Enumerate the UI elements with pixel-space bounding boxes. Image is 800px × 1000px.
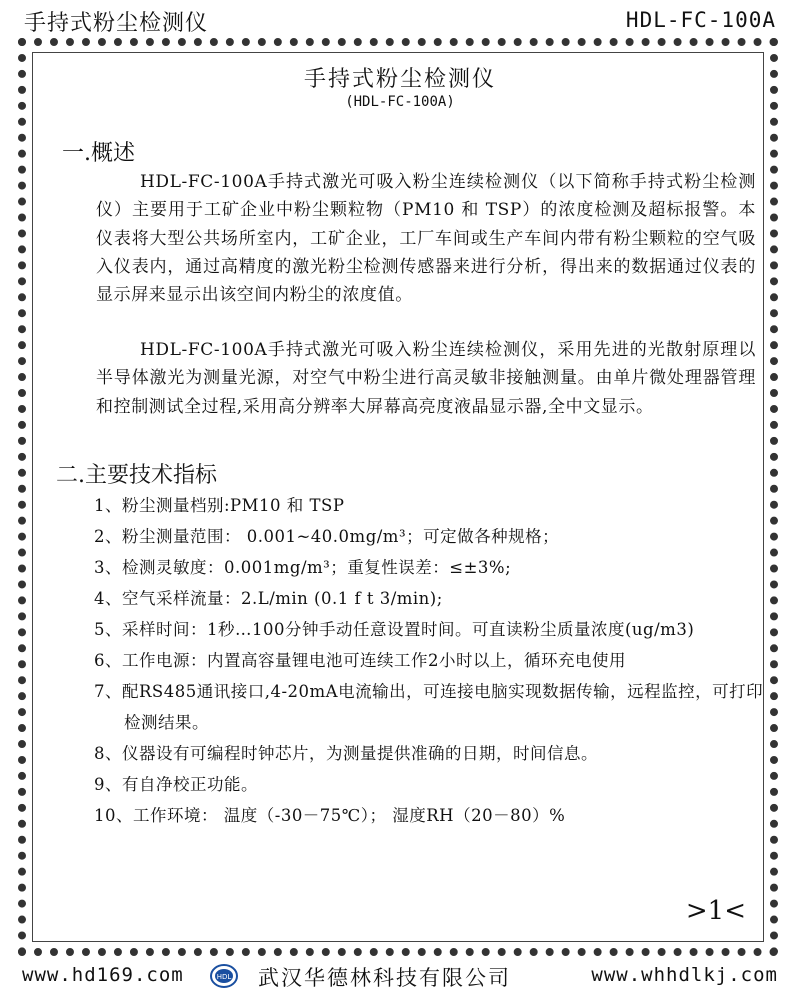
section-heading-specs: 二.主要技术指标 (56, 463, 217, 488)
overview-paragraph-1: HDL-FC-100A手持式激光可吸入粉尘连续检测仪（以下简称手持式粉尘检测仪）主要用于工矿企业中粉尘颗粒物（PM10 和 TSP）的浓度检测及超标报警。本仪表将大型公共场所室内，工矿企业，工厂车间或生产车间内带有粉尘颗粒的空气吸入仪表内，通过高精度的激光粉尘检测传感器来进行分析，得出来的数据通过仪表的显示屏来显示出该空间内粉尘的浓度值。 (96, 172, 756, 306)
header-title: 手持式粉尘检测仪 (24, 11, 209, 36)
spec-item-8: 8、仪器设有可编程时钟芯片，为测量提供准确的日期，时间信息。 (94, 744, 598, 763)
spec-item-6: 6、工作电源：内置高容量锂电池可连续工作2小时以上，循环充电使用 (94, 651, 626, 670)
footer (0, 962, 800, 992)
spec-item-10: 10、工作环境： 温度（-30－75℃）； 湿度RH（20－80）% (94, 806, 566, 825)
spec-item-3: 3、检测灵敏度：0.001mg/m³；重复性误差：≤±3%; (94, 558, 512, 577)
overview-paragraph-2: HDL-FC-100A手持式激光可吸入粉尘连续检测仪，采用先进的光散射原理以半导体激光为测量光源，对空气中粉尘进行高灵敏非接触测量。由单片微处理器管理和控制测试全过程,采用高分辨率大屏幕高亮度液晶显示器,全中文显示。 (96, 340, 756, 417)
header-model: HDL-FC-100A (625, 8, 776, 32)
company-logo-icon (210, 964, 238, 988)
spec-item-1: 1、粉尘测量档别:PM10 和 TSP (94, 496, 345, 515)
spec-item-7: 7、配RS485通讯接口,4-20mA电流输出，可连接电脑实现数据传输，远程监控，可打印检测结果。 (94, 682, 764, 732)
logo-text: HDL (216, 973, 232, 981)
spec-item-2: 2、粉尘测量范围： 0.001~40.0mg/m³；可定做各种规格； (94, 527, 560, 546)
spec-item-4: 4、空气采样流量：2.L/min (0.1 f t 3/min); (94, 589, 443, 608)
spec-item-9: 9、有自净校正功能。 (94, 775, 258, 794)
spec-list (94, 490, 764, 831)
footer-company-name: 武汉华德林科技有限公司 (258, 966, 511, 990)
page-number: >1< (685, 896, 746, 926)
footer-website-left[interactable]: www.hd169.com (22, 964, 184, 986)
document-subtitle: (HDL-FC-100A) (345, 94, 455, 110)
document-title: 手持式粉尘检测仪 (303, 67, 496, 92)
spec-item-5: 5、采样时间：1秒…100分钟手动任意设置时间。可直读粉尘质量浓度(ug/m3) (94, 620, 695, 639)
section-heading-overview: 一.概述 (62, 141, 135, 166)
footer-website-right[interactable]: www.whhdlkj.com (591, 964, 778, 986)
